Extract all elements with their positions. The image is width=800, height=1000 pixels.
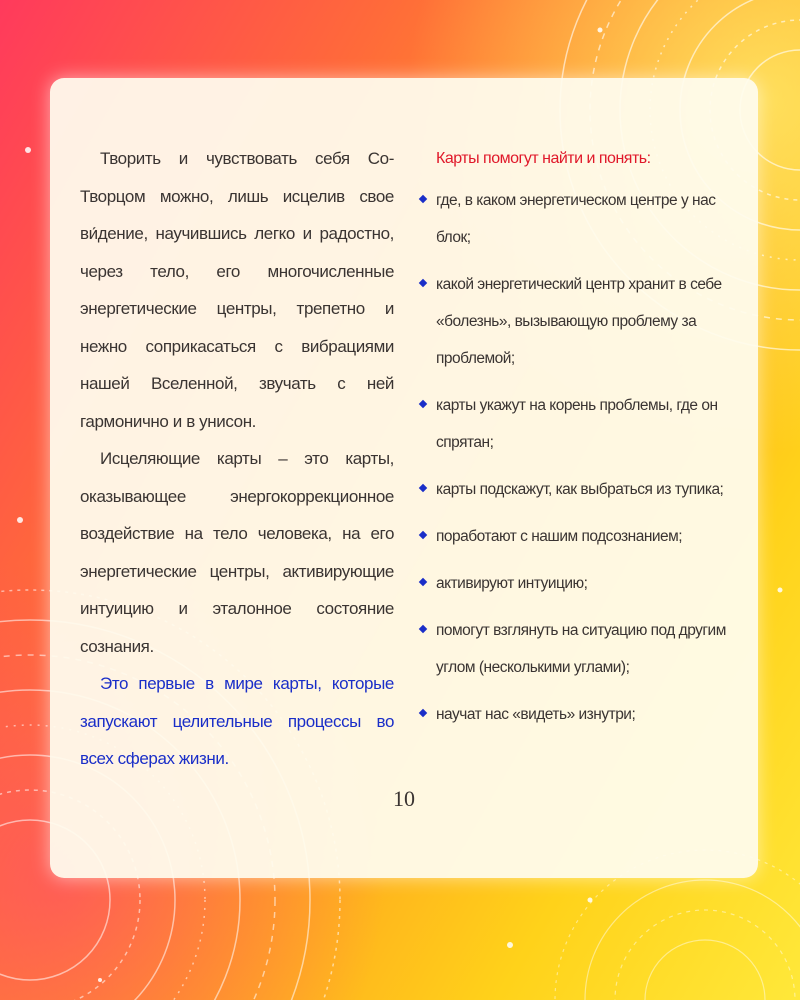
list-item bbox=[418, 182, 738, 256]
list-item bbox=[418, 565, 738, 602]
list-item-text: какой энергетический центр хранит в себе «болезнь», вызывающую проблему за проблемой; bbox=[436, 276, 722, 367]
definition-paragraph: Исцеляющие карты – это карты, оказывающее энергокоррекционное воздействие на тело человека, на его энергетические центры, активирующие интуицию и эталонное состояние сознания. bbox=[80, 449, 394, 656]
list-item bbox=[418, 696, 738, 733]
diamond-bullet-icon bbox=[419, 484, 427, 492]
diamond-bullet-icon bbox=[419, 531, 427, 539]
list-item-text: помогут взглянуть на ситуацию под другим углом (несколькими углами); bbox=[436, 622, 726, 676]
list-item bbox=[418, 518, 738, 555]
diamond-bullet-icon bbox=[419, 195, 427, 203]
list-heading: Карты помогут найти и понять: bbox=[436, 150, 651, 167]
left-column bbox=[80, 140, 394, 778]
diamond-bullet-icon bbox=[419, 400, 427, 408]
list-item bbox=[418, 266, 738, 377]
list-item-text: активируют интуицию; bbox=[436, 575, 588, 592]
list-item-text: где, в каком энергетическом центре у нас блок; bbox=[436, 192, 716, 246]
list-item-text: поработают с нашим подсознанием; bbox=[436, 528, 683, 545]
page-number: 10 bbox=[393, 786, 415, 811]
intro-paragraph: Творить и чувствовать себя Со-Творцом можно, лишь исцелив свое ви́дение, научившись легко и радостно, через тело, его многочисленные энергетические центры, трепетно и нежно соприкасаться с вибрациями нашей Вселенной, звучать с ней гармонично и в унисон. bbox=[80, 149, 394, 431]
diamond-bullet-icon bbox=[419, 709, 427, 717]
diamond-bullet-icon bbox=[419, 625, 427, 633]
list-item bbox=[418, 612, 738, 686]
highlight-paragraph: Это первые в мире карты, которые запускают целительные процессы во всех сферах жизни. bbox=[80, 674, 394, 768]
list-item-text: карты подскажут, как выбраться из тупика; bbox=[436, 481, 724, 498]
diamond-bullet-icon bbox=[419, 578, 427, 586]
diamond-bullet-icon bbox=[419, 279, 427, 287]
list-item-text: карты укажут на корень проблемы, где он спрятан; bbox=[436, 397, 718, 451]
right-column bbox=[418, 142, 738, 743]
list-item-text: научат нас «видеть» изнутри; bbox=[436, 706, 636, 723]
bullet-list bbox=[418, 182, 738, 733]
list-item bbox=[418, 387, 738, 461]
list-item bbox=[418, 471, 738, 508]
